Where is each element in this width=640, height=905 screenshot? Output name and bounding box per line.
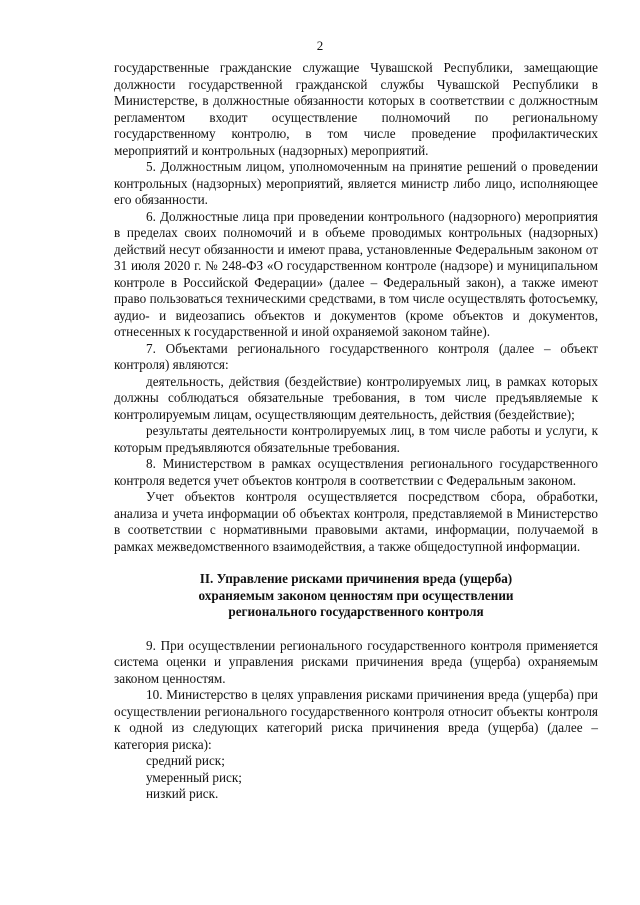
section-heading-line: охраняемым законом ценностям при осуществлении — [198, 587, 514, 603]
paragraph-item-8-accounting: Учет объектов контроля осуществляется посредством сбора, обработки, анализа и учета информации об объектах контроля, представляемой в Министерство в соответствии с нормативными правовыми актами, информации, получаемой в рамках межведомственного взаимодействия, а также общедоступной информации. — [114, 489, 598, 554]
section-heading-line: регионального государственного контроля — [228, 604, 484, 619]
page-number: 2 — [316, 38, 324, 53]
section-heading — [114, 571, 598, 621]
document-body — [114, 60, 598, 803]
paragraph-item-10: 10. Министерство в целях управления рисками причинения вреда (ущерба) при осуществлении регионального государственного контроля относит объекты контроля к одной из следующих категорий риска причинения вреда (ущерба) (далее – категория риска): — [114, 687, 598, 752]
section-heading-line: II. Управление рисками причинения вреда (ущерба) — [199, 571, 513, 586]
paragraph-item-7-results: результаты деятельности контролируемых лиц, в том числе работы и услуги, к которым предъявляются обязательные требования. — [114, 423, 598, 455]
risk-category-item: умеренный риск; — [146, 769, 242, 785]
paragraph-item-9: 9. При осуществлении регионального государственного контроля применяется система оценки и управления рисками причинения вреда (ущерба) охраняемым законом ценностям. — [114, 637, 598, 686]
paragraph-item-8: 8. Министерством в рамках осуществления регионального государственного контроля ведется учет объектов контроля в соответствии с Федеральным законом. — [114, 456, 598, 488]
paragraph-item-5: 5. Должностным лицом, уполномоченным на принятие решений о проведении контрольных (надзорных) мероприятий, является министр либо лицо, исполняющее его обязанности. — [114, 159, 598, 207]
risk-category-item: низкий риск. — [146, 786, 219, 801]
paragraph-item-6: 6. Должностные лица при проведении контрольного (надзорного) мероприятия в пределах своих полномочий и в объеме проводимых контрольных (надзорных) действий несут обязанности и имеют права, установленные Федеральным законом от 31 июля 2020 г. № 248-ФЗ «О государственном контроле (надзоре) и муниципальном контроле в Российской Федерации» (далее – Федеральный закон), а также имеют право пользоваться техническими средствами, в том числе осуществлять фотосъемку, аудио- и видеозапись объектов и документов (кроме объектов и документов, отнесенных к государственной и иной охраняемой законом тайне). — [114, 208, 598, 339]
paragraph-continuation: государственные гражданские служащие Чувашской Республики, замещающие должности государственной гражданской службы Чувашской Республики в Министерстве, в должностные обязанности которых в соответствии с должностным регламентом входит осуществление полномочий по региональному государственному контролю, в том числе проведение профилактических мероприятий и контрольных (надзорных) мероприятий. — [114, 60, 598, 158]
paragraph-item-7: 7. Объектами регионального государственного контроля (далее – объект контроля) являются: — [114, 340, 598, 372]
paragraph-item-7-activity: деятельность, действия (бездействие) контролируемых лиц, в рамках которых должны соблюдаться обязательные требования, в том числе предъявляемые к контролируемым лицам, осуществляющим деятельность, действия (бездействие); — [114, 373, 598, 422]
risk-category-item: средний риск; — [146, 753, 225, 768]
